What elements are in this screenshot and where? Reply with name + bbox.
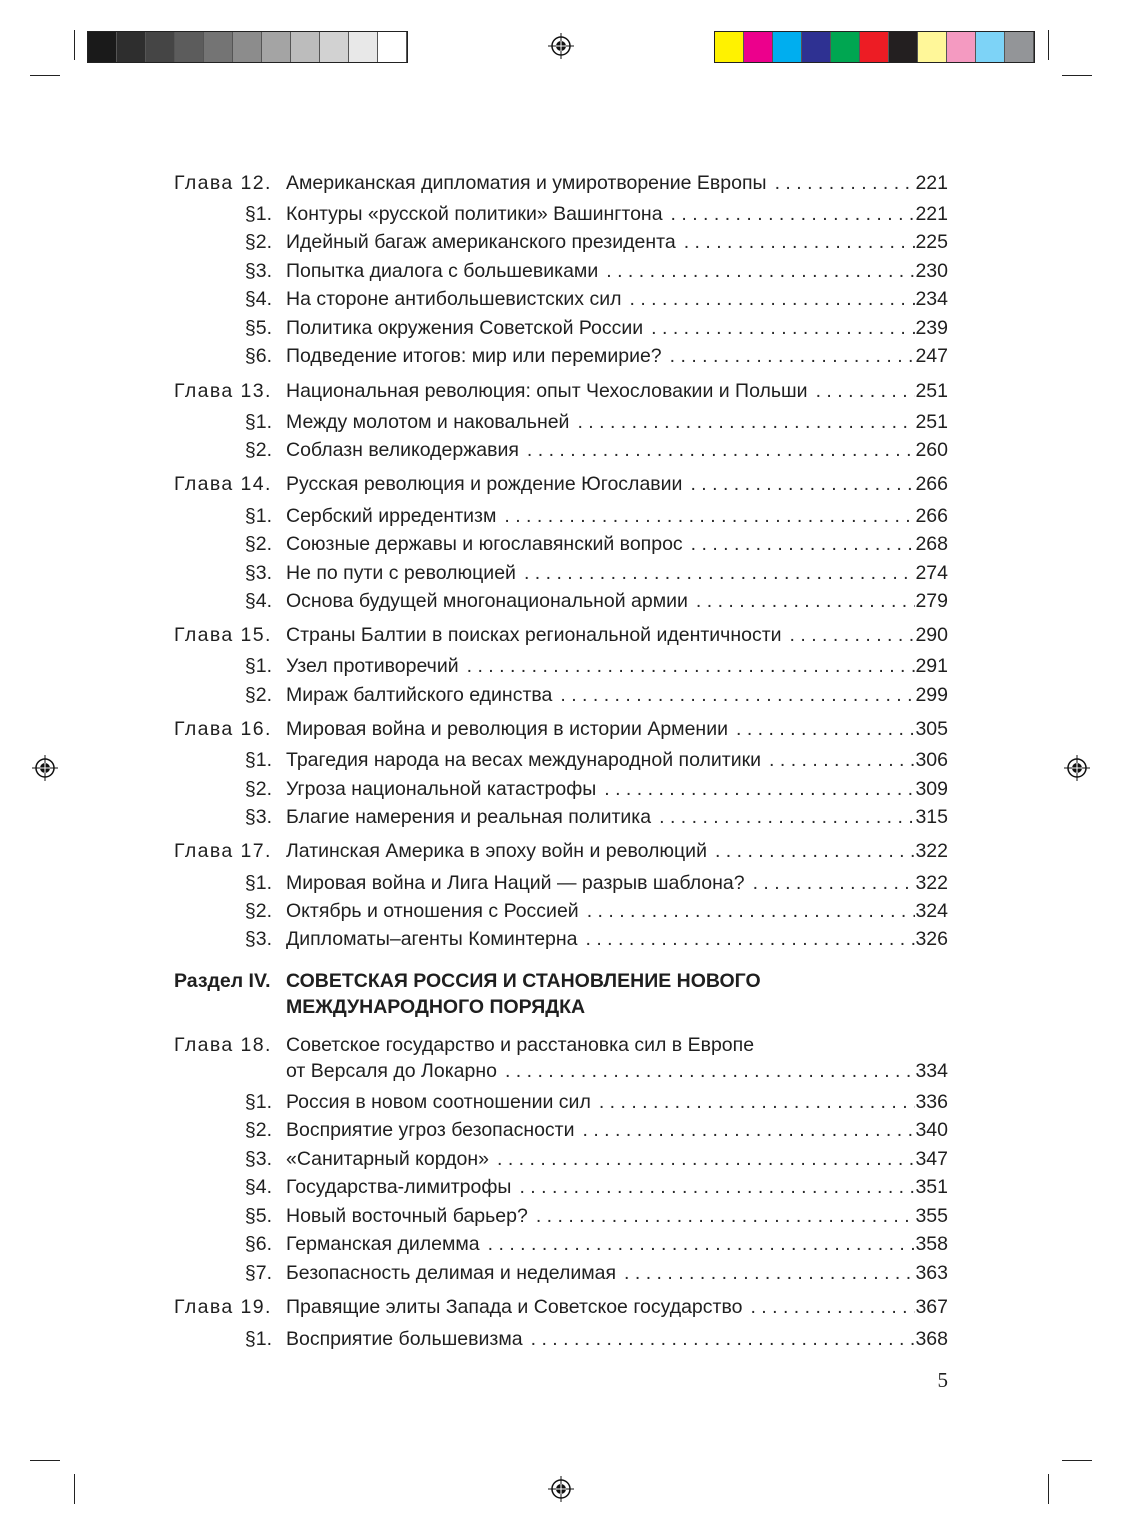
entry-page: 309 bbox=[915, 778, 948, 800]
entry-label: §3. bbox=[244, 928, 272, 950]
entry-label: Глава 16. bbox=[174, 718, 272, 740]
toc-section-entry bbox=[174, 503, 948, 529]
color-swatch bbox=[233, 32, 262, 62]
entry-title: Политика окружения Советской России bbox=[286, 317, 644, 339]
leader-dots bbox=[591, 1089, 916, 1115]
registration-mark-icon bbox=[548, 1476, 574, 1502]
entry-title: Русская революция и рождение Югославии bbox=[286, 473, 683, 495]
toc-section-entry bbox=[174, 926, 948, 952]
entry-label: §1. bbox=[244, 411, 272, 433]
entry-line bbox=[286, 1058, 948, 1084]
entry-title: Американская дипломатия и умиротворение Европы bbox=[286, 172, 767, 194]
entry-title: На стороне антибольшевистских сил bbox=[286, 288, 622, 310]
leader-dots bbox=[496, 503, 915, 529]
leader-dots bbox=[707, 838, 915, 864]
entry-title: Германская дилемма bbox=[286, 1233, 480, 1255]
leader-dots bbox=[480, 1231, 916, 1257]
entry-line bbox=[286, 1260, 948, 1286]
toc-chapter-entry bbox=[174, 716, 948, 742]
entry-title: Правящие элиты Запада и Советское государство bbox=[286, 1296, 743, 1318]
entry-line bbox=[286, 1146, 948, 1172]
color-swatch bbox=[349, 32, 378, 62]
toc-section-entry bbox=[174, 588, 948, 614]
entry-title: Безопасность делимая и неделимая bbox=[286, 1262, 617, 1284]
leader-dots bbox=[575, 1117, 916, 1143]
color-swatch bbox=[320, 32, 349, 62]
toc-chapter-entry bbox=[174, 378, 948, 404]
entry-line bbox=[286, 1117, 948, 1143]
toc-section-entry bbox=[174, 1117, 948, 1143]
entry-line bbox=[286, 682, 948, 708]
entry-title: Октябрь и отношения с Россией bbox=[286, 900, 579, 922]
page-number: 5 bbox=[937, 1368, 948, 1392]
toc-section-entry bbox=[174, 560, 948, 586]
grayscale-calibration-bar bbox=[87, 31, 408, 63]
entry-title: Подведение итогов: мир или перемирие? bbox=[286, 345, 662, 367]
entry-line bbox=[286, 170, 948, 196]
entry-title: Восприятие угроз безопасности bbox=[286, 1119, 575, 1141]
entry-label: §2. bbox=[244, 900, 272, 922]
leader-dots bbox=[682, 471, 915, 497]
leader-dots bbox=[688, 588, 916, 614]
entry-title: Дипломаты–агенты Коминтерна bbox=[286, 928, 578, 950]
toc-section-entry bbox=[174, 682, 948, 708]
entry-line bbox=[286, 286, 948, 312]
leader-dots bbox=[459, 653, 916, 679]
toc-section-entry bbox=[174, 315, 948, 341]
entry-page: 247 bbox=[915, 345, 948, 367]
entry-title: Идейный багаж американского президента bbox=[286, 231, 676, 253]
entry-page: 299 bbox=[915, 684, 948, 706]
color-swatch bbox=[204, 32, 233, 62]
entry-line bbox=[286, 716, 948, 742]
entry-line bbox=[286, 343, 948, 369]
entry-line bbox=[286, 258, 948, 284]
entry-title: Советское государство и расстановка сил в Европе bbox=[286, 1034, 755, 1056]
entry-title: Союзные державы и югославянский вопрос bbox=[286, 533, 683, 555]
leader-dots bbox=[622, 286, 916, 312]
toc-section-entry bbox=[174, 531, 948, 557]
entry-page: 279 bbox=[915, 590, 948, 612]
entry-page: 291 bbox=[915, 655, 948, 677]
leader-dots bbox=[528, 1203, 916, 1229]
entry-label: §4. bbox=[244, 288, 272, 310]
entry-label: §1. bbox=[244, 749, 272, 771]
entry-line bbox=[286, 926, 948, 952]
color-swatch bbox=[831, 32, 860, 62]
entry-title: Государства-лимитрофы bbox=[286, 1176, 512, 1198]
entry-label: §4. bbox=[244, 590, 272, 612]
entry-line bbox=[286, 1089, 948, 1115]
entry-label: Глава 12. bbox=[174, 172, 272, 194]
toc-section-entry bbox=[174, 229, 948, 255]
entry-line bbox=[286, 437, 948, 463]
entry-label: §2. bbox=[244, 684, 272, 706]
entry-line bbox=[286, 1203, 948, 1229]
entry-label: §6. bbox=[244, 345, 272, 367]
toc-chapter-entry bbox=[174, 170, 948, 196]
entry-title: Мировая война и революция в истории Армении bbox=[286, 718, 728, 740]
entry-label: §3. bbox=[244, 562, 272, 584]
entry-line bbox=[286, 1032, 948, 1058]
toc-section-entry bbox=[174, 1326, 948, 1352]
color-swatch bbox=[1005, 32, 1034, 62]
entry-line bbox=[286, 776, 948, 802]
entry-line bbox=[286, 560, 948, 586]
toc-section-entry bbox=[174, 201, 948, 227]
entry-page: 324 bbox=[915, 900, 948, 922]
leader-dots bbox=[579, 898, 916, 924]
entry-line bbox=[286, 201, 948, 227]
leader-dots bbox=[745, 870, 916, 896]
entry-title: Мираж балтийского единства bbox=[286, 684, 553, 706]
entry-title: Не по пути с революцией bbox=[286, 562, 516, 584]
toc-section-entry bbox=[174, 1231, 948, 1257]
entry-label: Глава 15. bbox=[174, 624, 272, 646]
part-label: Раздел IV. bbox=[174, 970, 271, 992]
toc-section-entry bbox=[174, 286, 948, 312]
entry-line bbox=[286, 315, 948, 341]
entry-line bbox=[286, 804, 948, 830]
leader-dots bbox=[782, 622, 916, 648]
entry-page: 368 bbox=[915, 1328, 948, 1350]
toc-section-entry bbox=[174, 409, 948, 435]
entry-title: Страны Балтии в поисках региональной идентичности bbox=[286, 624, 782, 646]
leader-dots bbox=[662, 343, 916, 369]
color-swatch bbox=[744, 32, 773, 62]
entry-line bbox=[286, 229, 948, 255]
toc-section-entry bbox=[174, 1089, 948, 1115]
entry-page: 334 bbox=[915, 1060, 948, 1082]
leader-dots bbox=[663, 201, 916, 227]
entry-line bbox=[286, 378, 948, 404]
color-swatch bbox=[947, 32, 976, 62]
entry-label: §3. bbox=[244, 260, 272, 282]
toc-section-entry bbox=[174, 776, 948, 802]
color-swatch bbox=[802, 32, 831, 62]
leader-dots bbox=[523, 1326, 916, 1352]
leader-dots bbox=[552, 682, 915, 708]
entry-page: 355 bbox=[915, 1205, 948, 1227]
toc-section-entry bbox=[174, 747, 948, 773]
entry-title: Контуры «русской политики» Вашингтона bbox=[286, 203, 663, 225]
entry-label: §1. bbox=[244, 203, 272, 225]
leader-dots bbox=[728, 716, 915, 742]
entry-title-continued: от Версаля до Локарно bbox=[286, 1060, 497, 1082]
leader-dots bbox=[489, 1146, 915, 1172]
entry-title: «Санитарный кордон» bbox=[286, 1148, 489, 1170]
entry-title: Мировая война и Лига Наций — разрыв шаблона? bbox=[286, 872, 745, 894]
entry-title: Сербский ирредентизм bbox=[286, 505, 497, 527]
entry-title: Соблазн великодержавия bbox=[286, 439, 519, 461]
toc-section-entry bbox=[174, 1260, 948, 1286]
entry-title: Угроза национальной катастрофы bbox=[286, 778, 597, 800]
entry-page: 358 bbox=[915, 1233, 948, 1255]
entry-page: 221 bbox=[915, 203, 948, 225]
entry-page: 306 bbox=[915, 749, 948, 771]
entry-page: 274 bbox=[915, 562, 948, 584]
color-swatch bbox=[976, 32, 1005, 62]
toc-chapter-entry bbox=[174, 1032, 948, 1084]
entry-label: Глава 14. bbox=[174, 473, 272, 495]
toc-section-entry bbox=[174, 804, 948, 830]
entry-line bbox=[286, 870, 948, 896]
leader-dots bbox=[516, 560, 916, 586]
entry-page: 347 bbox=[915, 1148, 948, 1170]
entry-page: 266 bbox=[915, 505, 948, 527]
entry-label: Глава 17. bbox=[174, 840, 272, 862]
entry-line bbox=[286, 622, 948, 648]
entry-title: Трагедия народа на весах международной политики bbox=[286, 749, 762, 771]
entry-page: 326 bbox=[915, 928, 948, 950]
toc-section-entry bbox=[174, 258, 948, 284]
leader-dots bbox=[767, 170, 916, 196]
entry-page: 221 bbox=[915, 172, 948, 194]
entry-title: Узел противоречий bbox=[286, 655, 459, 677]
color-swatch bbox=[715, 32, 744, 62]
entry-page: 322 bbox=[915, 840, 948, 862]
entry-label: §1. bbox=[244, 872, 272, 894]
entry-page: 230 bbox=[915, 260, 948, 282]
toc-chapter-entry bbox=[174, 471, 948, 497]
entry-page: 225 bbox=[915, 231, 948, 253]
entry-page: 234 bbox=[915, 288, 948, 310]
color-swatch bbox=[175, 32, 204, 62]
entry-title: Россия в новом соотношении сил bbox=[286, 1091, 591, 1113]
entry-label: Глава 13. bbox=[174, 380, 272, 402]
entry-label: §1. bbox=[244, 505, 272, 527]
entry-label: §3. bbox=[244, 1148, 272, 1170]
color-calibration-bar bbox=[714, 31, 1035, 63]
entry-title: Благие намерения и реальная политика bbox=[286, 806, 652, 828]
entry-label: §5. bbox=[244, 317, 272, 339]
leader-dots bbox=[569, 409, 915, 435]
entry-line bbox=[286, 838, 948, 864]
entry-label: §2. bbox=[244, 778, 272, 800]
entry-label: §2. bbox=[244, 533, 272, 555]
color-swatch bbox=[378, 32, 407, 62]
color-swatch bbox=[918, 32, 947, 62]
entry-label: §7. bbox=[244, 1262, 272, 1284]
leader-dots bbox=[598, 258, 915, 284]
leader-dots bbox=[511, 1174, 915, 1200]
entry-page: 290 bbox=[915, 624, 948, 646]
entry-title: Восприятие большевизма bbox=[286, 1328, 523, 1350]
entry-title: Национальная революция: опыт Чехословакии и Польши bbox=[286, 380, 808, 402]
entry-page: 266 bbox=[915, 473, 948, 495]
registration-mark-icon bbox=[548, 33, 574, 59]
toc-section-entry bbox=[174, 1174, 948, 1200]
entry-page: 305 bbox=[915, 718, 948, 740]
entry-page: 322 bbox=[915, 872, 948, 894]
leader-dots bbox=[497, 1058, 915, 1084]
color-swatch bbox=[773, 32, 802, 62]
color-swatch bbox=[146, 32, 175, 62]
color-swatch bbox=[262, 32, 291, 62]
leader-dots bbox=[683, 531, 916, 557]
entry-page: 268 bbox=[915, 533, 948, 555]
entry-page: 351 bbox=[915, 1176, 948, 1198]
leader-dots bbox=[676, 229, 916, 255]
entry-label: Глава 18. bbox=[174, 1034, 272, 1056]
toc-section-entry bbox=[174, 870, 948, 896]
entry-title: Основа будущей многонациональной армии bbox=[286, 590, 688, 612]
color-swatch bbox=[117, 32, 146, 62]
entry-label: §2. bbox=[244, 439, 272, 461]
entry-label: §6. bbox=[244, 1233, 272, 1255]
toc-chapter-entry bbox=[174, 1294, 948, 1320]
leader-dots bbox=[761, 747, 915, 773]
leader-dots bbox=[578, 926, 916, 952]
part-title: СОВЕТСКАЯ РОССИЯ И СТАНОВЛЕНИЕ НОВОГО МЕЖДУНАРОДНОГО ПОРЯДКА bbox=[286, 970, 761, 1018]
entry-line bbox=[286, 747, 948, 773]
leader-dots bbox=[616, 1260, 915, 1286]
entry-line bbox=[286, 1294, 948, 1320]
toc-section-entry bbox=[174, 343, 948, 369]
leader-dots bbox=[519, 437, 916, 463]
registration-mark-icon bbox=[1064, 755, 1090, 781]
entry-line bbox=[286, 1326, 948, 1352]
entry-line bbox=[286, 1231, 948, 1257]
entry-label: §1. bbox=[244, 1091, 272, 1113]
entry-page: 363 bbox=[915, 1262, 948, 1284]
toc-section-entry bbox=[174, 1203, 948, 1229]
entry-title: Новый восточный барьер? bbox=[286, 1205, 528, 1227]
toc-section-entry bbox=[174, 653, 948, 679]
entry-page: 239 bbox=[915, 317, 948, 339]
toc-section-entry bbox=[174, 437, 948, 463]
entry-label: §1. bbox=[244, 1328, 272, 1350]
color-swatch bbox=[291, 32, 320, 62]
leader-dots bbox=[596, 776, 915, 802]
entry-line bbox=[286, 653, 948, 679]
toc-chapter-entry bbox=[174, 838, 948, 864]
entry-page: 251 bbox=[915, 380, 948, 402]
entry-label: Глава 19. bbox=[174, 1296, 272, 1318]
entry-page: 260 bbox=[915, 439, 948, 461]
toc-chapter-entry bbox=[174, 622, 948, 648]
leader-dots bbox=[643, 315, 915, 341]
entry-title: Между молотом и наковальней bbox=[286, 411, 570, 433]
entry-title: Попытка диалога с большевиками bbox=[286, 260, 599, 282]
entry-line bbox=[286, 409, 948, 435]
entry-label: §2. bbox=[244, 231, 272, 253]
color-swatch bbox=[860, 32, 889, 62]
toc-section-entry bbox=[174, 898, 948, 924]
entry-label: §1. bbox=[244, 655, 272, 677]
entry-page: 367 bbox=[915, 1296, 948, 1318]
toc-section-entry bbox=[174, 1146, 948, 1172]
registration-mark-icon bbox=[32, 755, 58, 781]
leader-dots bbox=[808, 378, 916, 404]
leader-dots bbox=[651, 804, 915, 830]
entry-line bbox=[286, 531, 948, 557]
entry-line bbox=[286, 471, 948, 497]
color-swatch bbox=[88, 32, 117, 62]
entry-page: 315 bbox=[915, 806, 948, 828]
entry-line bbox=[286, 588, 948, 614]
entry-title: Латинская Америка в эпоху войн и революций bbox=[286, 840, 707, 862]
entry-line bbox=[286, 898, 948, 924]
entry-label: §4. bbox=[244, 1176, 272, 1198]
entry-page: 251 bbox=[915, 411, 948, 433]
entry-label: §3. bbox=[244, 806, 272, 828]
color-swatch bbox=[889, 32, 918, 62]
entry-line bbox=[286, 1174, 948, 1200]
entry-label: §5. bbox=[244, 1205, 272, 1227]
leader-dots bbox=[742, 1294, 915, 1320]
entry-page: 340 bbox=[915, 1119, 948, 1141]
entry-page: 336 bbox=[915, 1091, 948, 1113]
entry-label: §2. bbox=[244, 1119, 272, 1141]
entry-line bbox=[286, 503, 948, 529]
